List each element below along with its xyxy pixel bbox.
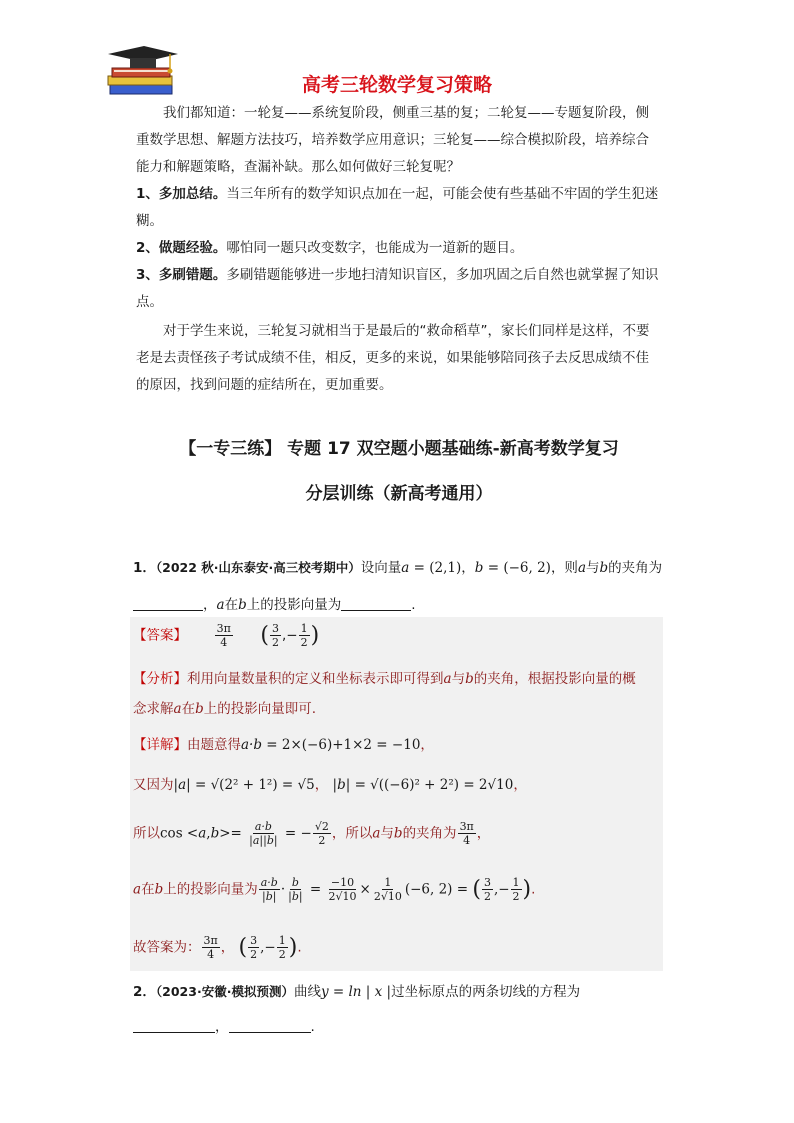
question-2-stem (133, 980, 661, 1000)
detail-text: 的夹角为 (402, 825, 457, 842)
stem-text: 曲线 (293, 984, 321, 1000)
detail-line-3: 所以cos <a,b>= $\frac{a\cdot b}{|a||b|}$ = − $\frac{√2}{2}$ ，所以a与b的夹角为 $\frac{3\pi}{4}$ ， (133, 820, 491, 847)
vector-a-value: = (2,1) (413, 560, 462, 576)
vector-b-value: = (−6, 2) (487, 560, 551, 576)
detail-text: 由题意得 (187, 737, 241, 753)
fraction-denominator: 2 (272, 636, 280, 649)
answer-blank-1[interactable] (133, 1018, 215, 1033)
curve-expr: y = ln | x | (320, 984, 392, 1000)
detail-text: 上的投影向量为 (163, 881, 258, 898)
question-1-blanks: ，a在b上的投影向量为 . (133, 593, 661, 613)
answer-1-fraction (215, 622, 233, 649)
detail-text: 所以 (133, 825, 160, 842)
question-number: 2． (133, 984, 156, 1000)
analysis-text: 利用向量数量积的定义和坐标表示即可得到 (187, 671, 444, 687)
fraction-denominator: 2 (300, 636, 308, 649)
analysis-line-1: 【分析】利用向量数量积的定义和坐标表示即可得到a与b的夹角，根据投影向量的概 (133, 671, 636, 687)
tip-3 (136, 262, 662, 316)
analysis-text: 上的投影向量即可. (203, 701, 317, 717)
vector-a: a (577, 560, 586, 576)
tip-1-text: 当三年所有的数学知识点加在一起，可能会使有些基础不牢固的学生犯迷糊。 (136, 186, 659, 229)
answer-row: 【答案】 $\frac{3\pi}{4}$ ( $\frac{3}{2}$ ,− $\frac{1}{2}$ ) (133, 622, 320, 649)
fraction-numerator: 3π (216, 622, 231, 635)
magnitude-b-expr: = √((−6)² + 2²) = 2√10 (354, 777, 514, 793)
tip-3-label: 3、多刷错题。 (136, 267, 227, 283)
detail-line-1: 【详解】由题意得a·b = 2×(−6)+1×2 = −10， (133, 737, 434, 753)
tip-2 (136, 235, 662, 262)
fraction-numerator: 3 (272, 622, 280, 635)
detail-text: 又因为 (133, 777, 174, 793)
question-source: （2023·安徽·模拟预测） (155, 984, 294, 999)
analysis-line-2: 念求解a在b上的投影向量即可. (133, 701, 317, 717)
vector-b: b (238, 597, 247, 613)
conclusion-label: 故答案为： (133, 939, 201, 956)
question-number: 1． (133, 560, 156, 576)
page-title: 高考三轮数学复习策略 (301, 74, 492, 96)
detail-text: ，所以 (331, 825, 373, 842)
question-2-blanks: ， . (133, 1015, 661, 1035)
stem-text: 与 (586, 560, 600, 576)
detail-line-4: a在b上的投影向量为 $\frac{a\cdot b}{|b|}$ · $\frac{b}{|b|}$ = $\frac{-10}{2√10}$ × $\frac{1}{2√10}$ (−6, 2) = ( $\frac{3}{2}$ ,− $\frac{1}{2}$ ). (133, 876, 536, 903)
analysis-label: 【分析】 (133, 671, 187, 687)
vector-a: a (401, 560, 410, 576)
tip-1 (136, 181, 662, 235)
stem-text: 设向量 (360, 560, 402, 576)
fraction-numerator: 1 (300, 622, 308, 635)
intro-paragraph: 我们都知道：一轮复——系统复阶段，侧重三基的复；二轮复——专题复阶段，侧重数学思想、解题方法技巧，培养数学应用意识；三轮复——综合模拟阶段，培养综合能力和解题策略，查漏补缺。那么如何做好三轮复呢？ (136, 105, 649, 175)
analysis-text: 的夹角，根据投影向量的概 (473, 671, 636, 687)
answer-2-y (299, 622, 310, 649)
answer-blank-2[interactable] (341, 596, 411, 611)
stem-text: 上的投影向量为 (246, 597, 342, 613)
tip-1-label: 1、多加总结。 (136, 186, 227, 202)
tip-3-text: 多刷错题能够进一步地扫清知识盲区，多加巩固之后自然也就掌握了知识点。 (136, 267, 659, 310)
analysis-text: 念求解 (133, 701, 174, 717)
vector-a: a (216, 597, 225, 613)
answer-blank-2[interactable] (229, 1018, 311, 1033)
tip-2-label: 2、做题经验。 (136, 240, 227, 256)
closing-paragraph: 对于学生来说，三轮复习就相当于是最后的“救命稻草”，家长们同样是这样，不要老是去责怪孩子考试成绩不佳，相反，更多的来说，如果能够陪同孩子去反思成绩不佳的原因，找到问题的症结所在，更加重要。 (136, 323, 650, 393)
answer-label: 【答案】 (133, 627, 187, 644)
section-heading-line-1: 【一专三练】 专题 17 双空题小题基础练-新高考数学复习 (179, 439, 619, 459)
question-1-stem: 1．（2022 秋·山东泰安·高三校考期中）设向量a = (2,1)，b = (−6, 2)，则a与b的夹角为 (133, 560, 663, 576)
magnitude-a-expr: = √(2² + 1²) = √5 (194, 777, 315, 793)
vector-b: b (599, 560, 609, 576)
vector-b: b (474, 560, 484, 576)
detail-line-2: 又因为|a| = √(2² + 1²) = √5， |b| = √((−6)² + 2²) = 2√10， (133, 777, 527, 793)
answer-2-x (270, 622, 281, 649)
stem-text: ，则 (550, 560, 578, 576)
conclusion-line: 故答案为： $\frac{3\pi}{4}$ ， ( $\frac{3}{2}$ ,− $\frac{1}{2}$ ). (133, 934, 302, 961)
stem-text: 的夹角为 (608, 560, 663, 576)
question-source: （2022 秋·山东泰安·高三校考期中） (155, 560, 361, 575)
stem-text: 在 (224, 597, 239, 613)
tip-2-text: 哪怕同一题只改变数字，也能成为一道新的题目。 (226, 240, 524, 256)
fraction-denominator: 4 (220, 636, 228, 649)
section-heading-line-2: 分层训练（新高考通用） (305, 484, 493, 504)
detail-label: 【详解】 (133, 737, 187, 753)
dot-product-expr: = 2×(−6)+1×2 = −10 (266, 737, 421, 753)
answer-blank-1[interactable] (133, 596, 203, 611)
stem-text: 过坐标原点的两条切线的方程为 (391, 984, 581, 1000)
